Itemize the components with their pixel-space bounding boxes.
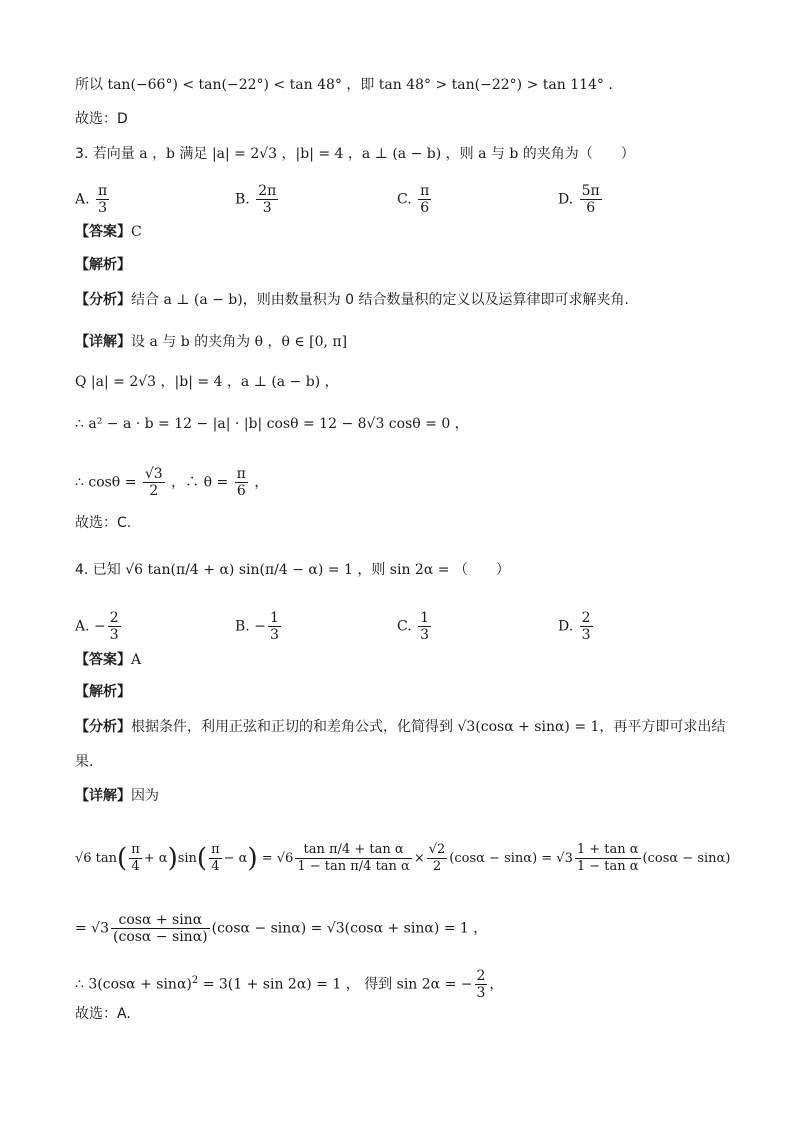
q4-option-b — [235, 610, 283, 643]
fraction — [295, 842, 412, 875]
text: ，再平方即可求出结 — [599, 719, 726, 735]
numerator: 1 — [420, 610, 430, 626]
text: 结合 — [131, 292, 159, 308]
q3-detail-line-2: Q |a| = 2√3 ，|b| = 4 ，a ⊥ (a − b) ， — [75, 374, 339, 390]
fraction — [129, 842, 142, 875]
denominator: 3 — [581, 627, 591, 643]
option-label: B. — [235, 191, 250, 208]
math: ∴ cosθ = — [75, 474, 137, 491]
math: |a| = 2√3 ，|b| = 4 ，a ⊥ (a − b) — [211, 146, 442, 162]
text: 满足 — [179, 146, 208, 162]
denominator: 1 − tan α — [576, 859, 639, 874]
math: (cosα − sinα) — [642, 851, 731, 866]
numerator: √3 — [144, 466, 163, 482]
numerator: π — [236, 466, 246, 482]
numerator: 2 — [581, 610, 591, 626]
fenxi-tag: 【分析】 — [75, 292, 131, 308]
detail-tag: 【详解】 — [75, 788, 131, 804]
math: = 3(1 + sin 2α) = 1 ， — [202, 976, 360, 993]
q4-detail — [75, 786, 159, 806]
option-label: B. — [235, 618, 250, 635]
q4-answer — [75, 650, 141, 670]
answer-value: C — [131, 224, 142, 240]
numerator: π — [131, 842, 140, 857]
math: (cosα − sinα) = √3 — [449, 851, 573, 866]
denominator: 2 — [149, 483, 159, 499]
detail-tag: 【详解】 — [75, 334, 131, 350]
numerator: 1 — [269, 610, 279, 626]
math: (cosα − sinα) = √3(cosα + sinα) = 1 ， — [211, 920, 488, 937]
math: √6 tan — [75, 851, 118, 866]
text: 所以 — [75, 77, 103, 93]
paren: ( — [117, 843, 128, 874]
denominator: 6 — [236, 483, 246, 499]
math: × — [413, 851, 425, 866]
text: 4. 已知 — [75, 562, 121, 578]
fraction — [143, 466, 165, 499]
math: sin — [177, 851, 197, 866]
paren: ( — [196, 843, 208, 874]
numerator: 5π — [581, 183, 600, 199]
option-label: D. — [558, 191, 574, 208]
q3-fenxi — [75, 290, 629, 310]
q3-option-c — [397, 183, 433, 216]
exponent: 2 — [191, 974, 199, 986]
fraction — [209, 842, 222, 875]
q4-eq-2 — [75, 912, 487, 945]
q3-option-b — [235, 183, 280, 216]
text: 得到 — [364, 976, 393, 993]
fraction — [111, 912, 210, 945]
denominator: 6 — [586, 200, 596, 216]
numerator: π — [98, 183, 108, 199]
math: √6 tan(π/4 + α) sin(π/4 − α) = 1 — [125, 562, 353, 578]
math: √3(cosα + sinα) = 1 — [457, 719, 600, 735]
text: 因为 — [131, 788, 159, 804]
fraction — [575, 842, 641, 875]
denominator: (cosα − sinα) — [113, 929, 208, 945]
math: − α — [223, 851, 248, 866]
option-label: A. — [75, 191, 90, 208]
answer-tag: 【答案】 — [75, 652, 131, 668]
fenxi-tag: 【分析】 — [75, 719, 131, 735]
q4-option-c — [397, 610, 433, 643]
fraction — [418, 610, 431, 643]
fraction — [580, 183, 602, 216]
q4-stem — [75, 560, 510, 580]
denominator: 1 − tan π/4 tan α — [297, 859, 410, 874]
q3-choice: 故选：C. — [75, 515, 132, 531]
denominator: 4 — [131, 859, 140, 874]
denominator: 3 — [98, 200, 108, 216]
math: = √3 — [75, 920, 110, 937]
denominator: 6 — [420, 200, 430, 216]
text: 的夹角为（ ） — [522, 146, 635, 162]
q4-choice: 故选：A. — [75, 1006, 131, 1022]
denominator: 2 — [432, 859, 442, 874]
math: ，∴ θ = — [171, 474, 229, 491]
q3-detail — [75, 332, 347, 352]
math: a ⊥ (a − b) — [163, 292, 243, 308]
denominator: 3 — [420, 627, 430, 643]
text: 根据条件，利用正弦和正切的和差角公式，化简得到 — [131, 719, 453, 735]
math: a 与 b — [478, 146, 519, 162]
math: ， — [254, 474, 269, 491]
option-label: C. — [397, 618, 412, 635]
math: ∴ 3(cosα + sinα) — [75, 976, 192, 993]
text: . — [608, 77, 613, 93]
paren: ) — [167, 843, 178, 874]
text: ，则 — [357, 562, 386, 578]
fraction — [268, 610, 281, 643]
math: ， — [489, 976, 504, 993]
q4-option-a — [75, 610, 123, 643]
text: （ ） — [453, 562, 510, 578]
fraction — [475, 968, 488, 1001]
q3-detail-line-3: ∴ a² − a · b = 12 − |a| · |b| cosθ = 12 − 8√3 cosθ = 0 ， — [75, 416, 469, 432]
numerator: π — [211, 842, 220, 857]
numerator: 1 + tan α — [576, 842, 639, 857]
q3-answer — [75, 222, 142, 242]
q4-analysis-tag: 【解析】 — [75, 684, 131, 700]
option-label: C. — [397, 191, 412, 208]
q3-analysis-tag: 【解析】 — [75, 257, 131, 273]
denominator: 4 — [211, 859, 220, 874]
sign: − — [254, 618, 266, 635]
fraction — [256, 183, 278, 216]
q4-eq-3 — [75, 968, 503, 1001]
math: + α — [143, 851, 168, 866]
fraction — [235, 466, 248, 499]
text: 3. 若向量 — [75, 146, 135, 162]
q3-option-a — [75, 183, 111, 216]
fraction — [96, 183, 109, 216]
math: sin 2α = − — [396, 976, 473, 993]
denominator: 3 — [476, 985, 486, 1001]
numerator: √2 — [428, 842, 446, 857]
conclusion-line — [75, 75, 613, 95]
fraction — [418, 183, 431, 216]
denominator: 3 — [262, 200, 272, 216]
option-label: A. — [75, 618, 90, 635]
choice-line: 故选：D — [75, 111, 128, 127]
q3-detail-line-4 — [75, 466, 268, 499]
q4-option-d — [558, 610, 595, 643]
math: θ ，θ ∈ [0, π] — [254, 334, 348, 350]
text: ，则 — [445, 146, 474, 162]
numerator: cosα + sinα — [111, 912, 210, 929]
q3-stem — [75, 144, 635, 164]
numerator: tan π/4 + tan α — [295, 842, 412, 859]
q4-fenxi-cont: 果. — [75, 754, 94, 770]
math: a 与 b — [149, 334, 190, 350]
numerator: π — [420, 183, 430, 199]
answer-value: A — [131, 652, 142, 668]
sign: − — [94, 618, 106, 635]
numerator: 2 — [109, 610, 119, 626]
option-label: D. — [558, 618, 574, 635]
fraction — [580, 610, 593, 643]
inequality: tan 48° > tan(−22°) > tan 114° — [378, 77, 604, 93]
paren: ) — [247, 843, 258, 874]
text: 设 — [131, 334, 145, 350]
inequality: tan(−66°) < tan(−22°) < tan 48° — [107, 77, 342, 93]
fraction — [108, 610, 121, 643]
text: ，即 — [346, 77, 375, 93]
fraction — [427, 842, 448, 875]
q4-fenxi — [75, 717, 725, 737]
q4-eq-1 — [75, 842, 730, 875]
numerator: 2π — [258, 183, 277, 199]
answer-tag: 【答案】 — [75, 224, 131, 240]
text: ，则由数量积为 0 结合数量积的定义以及运算律即可求解夹角. — [242, 292, 629, 308]
math: = √6 — [261, 851, 294, 866]
numerator: 2 — [476, 968, 486, 984]
denominator: 3 — [109, 627, 119, 643]
math: a ，b — [139, 146, 176, 162]
text: 的夹角为 — [194, 334, 251, 350]
math: sin 2α = — [389, 562, 450, 578]
denominator: 3 — [269, 627, 279, 643]
q3-option-d — [558, 183, 604, 216]
